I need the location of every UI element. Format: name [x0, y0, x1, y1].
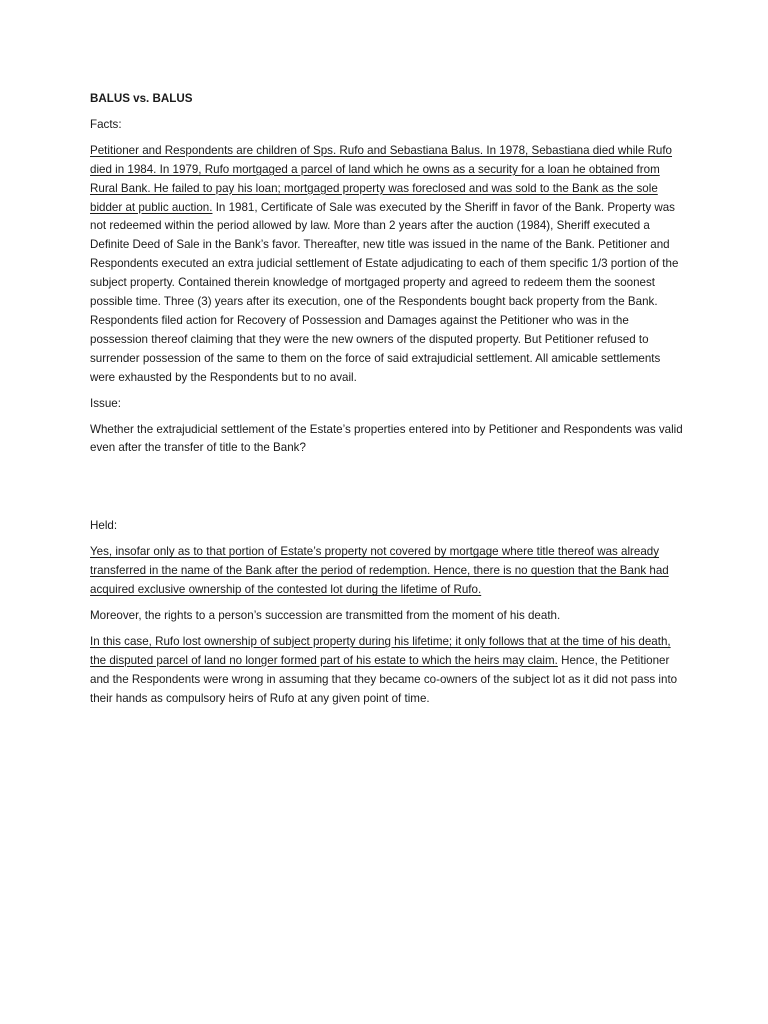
- document-page: [90, 90, 685, 715]
- held-underlined-text-1: Yes, insofar only as to that portion of Estate’s property not covered by mortgage where title thereof was already transferred in the name of the Bank after the period of redemption. Hence, there is no question that the Bank had acquired exclusive ownership of the contested lot during the lifetime of Rufo.: [90, 545, 669, 597]
- facts-heading: Facts:: [90, 117, 122, 131]
- held-paragraph-1: [90, 543, 685, 600]
- blank-space: [90, 465, 685, 517]
- held-underlined-text-3: In this case, Rufo lost ownership of subject property during his lifetime; it only follows that at the time of his death, the disputed parcel of land no longer formed part of his estate to which the heirs may claim.: [90, 634, 671, 667]
- facts-text: In 1981, Certificate of Sale was executed by the Sheriff in favor of the Bank. Property was not redeemed within the period allowed by law. More than 2 years after the auction (1984), Sheriff executed a Definite Deed of Sale in the Bank’s favor. Thereafter, new title was issued in the name of the Bank. Petitioner and Respondents executed an extra judicial settlement of Estate adjudicating to each of them specific 1/3 portion of the subject property. Contained therein knowledge of mortgaged property and agreed to redeem them the soonest possible time. Three (3) years after its execution, one of the Respondents bought back property from the Bank. Respondents filed action for Recovery of Possession and Damages against the Petitioner who was in the possession thereof claiming that they were the new owners of the disputed property. But Petitioner refused to surrender possession of the same to them on the force of said extrajudicial settlement. All amicable settlements were exhausted by the Respondents but to no avail.: [90, 200, 679, 384]
- facts-paragraph: [90, 142, 685, 388]
- held-paragraph-3: [90, 633, 685, 709]
- held-heading: Held:: [90, 519, 118, 533]
- document-title: BALUS vs. BALUS: [90, 92, 193, 105]
- facts-underlined-text: Petitioner and Respondents are children of Sps. Rufo and Sebastiana Balus. In 1978, Sebastiana died while Rufo died in 1984. In 1979, Rufo mortgaged a parcel of land which he owns as a security for a loan he obtained from Rural Bank. He failed to pay his loan; mortgaged property was foreclosed and was sold to the Bank as the sole bidder at public auction.: [90, 143, 673, 214]
- held-text-3: Hence, the Petitioner and the Respondents were wrong in assuming that they became co-owners of the subject lot as it did not pass into their hands as compulsory heirs of Rufo at any given point of time.: [90, 653, 678, 705]
- issue-paragraph: Whether the extrajudicial settlement of the Estate’s properties entered into by Petitioner and Respondents was valid even after the transfer of title to the Bank?: [90, 422, 683, 455]
- held-paragraph-2: Moreover, the rights to a person’s succession are transmitted from the moment of his death.: [90, 608, 561, 622]
- issue-heading: Issue:: [90, 396, 121, 410]
